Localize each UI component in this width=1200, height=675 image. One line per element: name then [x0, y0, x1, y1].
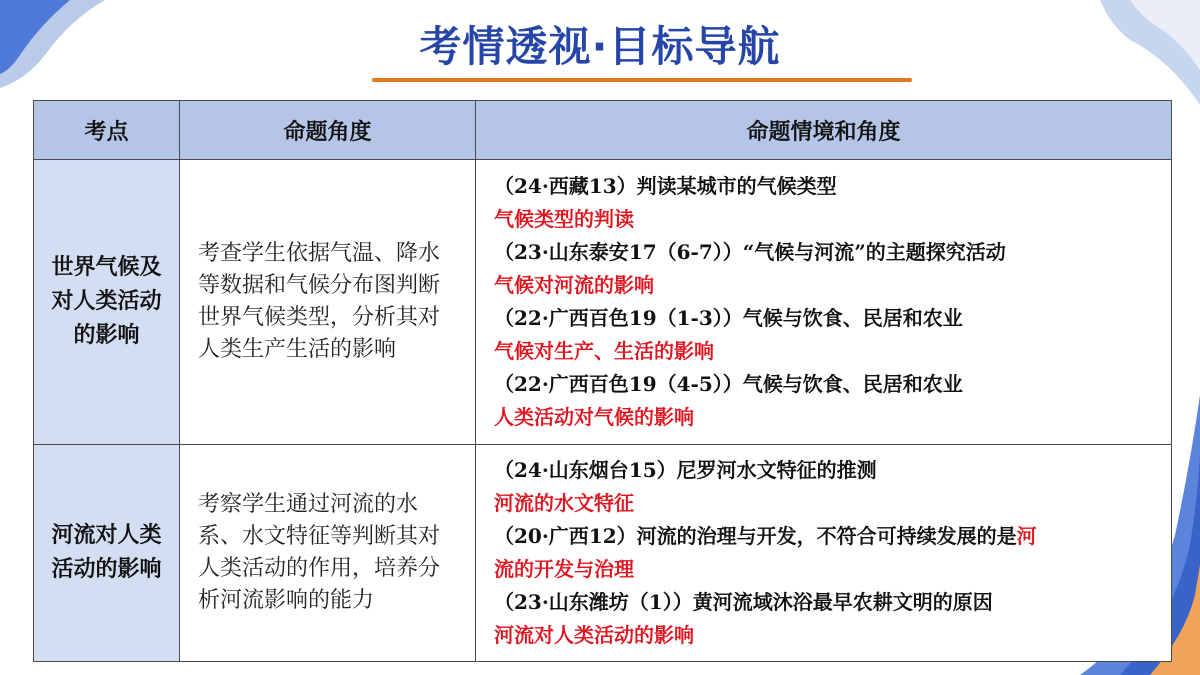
context-item: （23·山东潍坊（1））黄河流域沐浴最早农耕文明的原因 — [494, 590, 993, 614]
context-item: （24·山东烟台15）尼罗河水文特征的推测 — [494, 458, 877, 482]
context-highlight: 人类活动对气候的影响 — [494, 405, 694, 429]
table-header-row — [34, 101, 1172, 160]
context-highlight: 气候类型的判读 — [494, 207, 634, 231]
context-item-text: （20·广西12）河流的治理与开发，不符合可持续发展的是 — [494, 524, 1017, 548]
context-highlight: 流的开发与治理 — [494, 557, 634, 581]
table-row — [34, 160, 1172, 445]
page-title: 考情透视·目标导航 — [419, 22, 781, 71]
topic-cell: 河流对人类活动的影响 — [34, 445, 180, 662]
exam-analysis-table — [33, 100, 1172, 662]
context-cell — [476, 445, 1172, 662]
context-highlight: 气候对生产、生活的影响 — [494, 339, 714, 363]
context-item: （22·广西百色19（4-5））气候与饮食、民居和农业 — [494, 372, 963, 396]
context-item: （23·山东泰安17（6-7））“气候与河流”的主题探究活动 — [494, 240, 1006, 264]
context-highlight: 气候对河流的影响 — [494, 273, 654, 297]
context-cell — [476, 160, 1172, 445]
angle-cell: 考察学生通过河流的水系、水文特征等判断其对人类活动的作用，培养分析河流影响的能力 — [180, 445, 476, 662]
context-highlight: 河流对人类活动的影响 — [494, 623, 694, 647]
header-angle: 命题角度 — [180, 101, 476, 160]
table-row — [34, 445, 1172, 662]
header-topic: 考点 — [34, 101, 180, 160]
topic-cell: 世界气候及对人类活动的影响 — [34, 160, 180, 445]
context-item: （22·广西百色19（1-3））气候与饮食、民居和农业 — [494, 306, 963, 330]
angle-cell: 考查学生依据气温、降水等数据和气候分布图判断世界气候类型，分析其对人类生产生活的影响 — [180, 160, 476, 445]
header-context: 命题情境和角度 — [476, 101, 1172, 160]
context-item: （24·西藏13）判读某城市的气候类型 — [494, 174, 837, 198]
context-item — [494, 520, 1161, 553]
title-underline — [372, 78, 912, 82]
context-highlight-inline: 河 — [1016, 524, 1037, 548]
context-highlight: 河流的水文特征 — [494, 491, 634, 515]
